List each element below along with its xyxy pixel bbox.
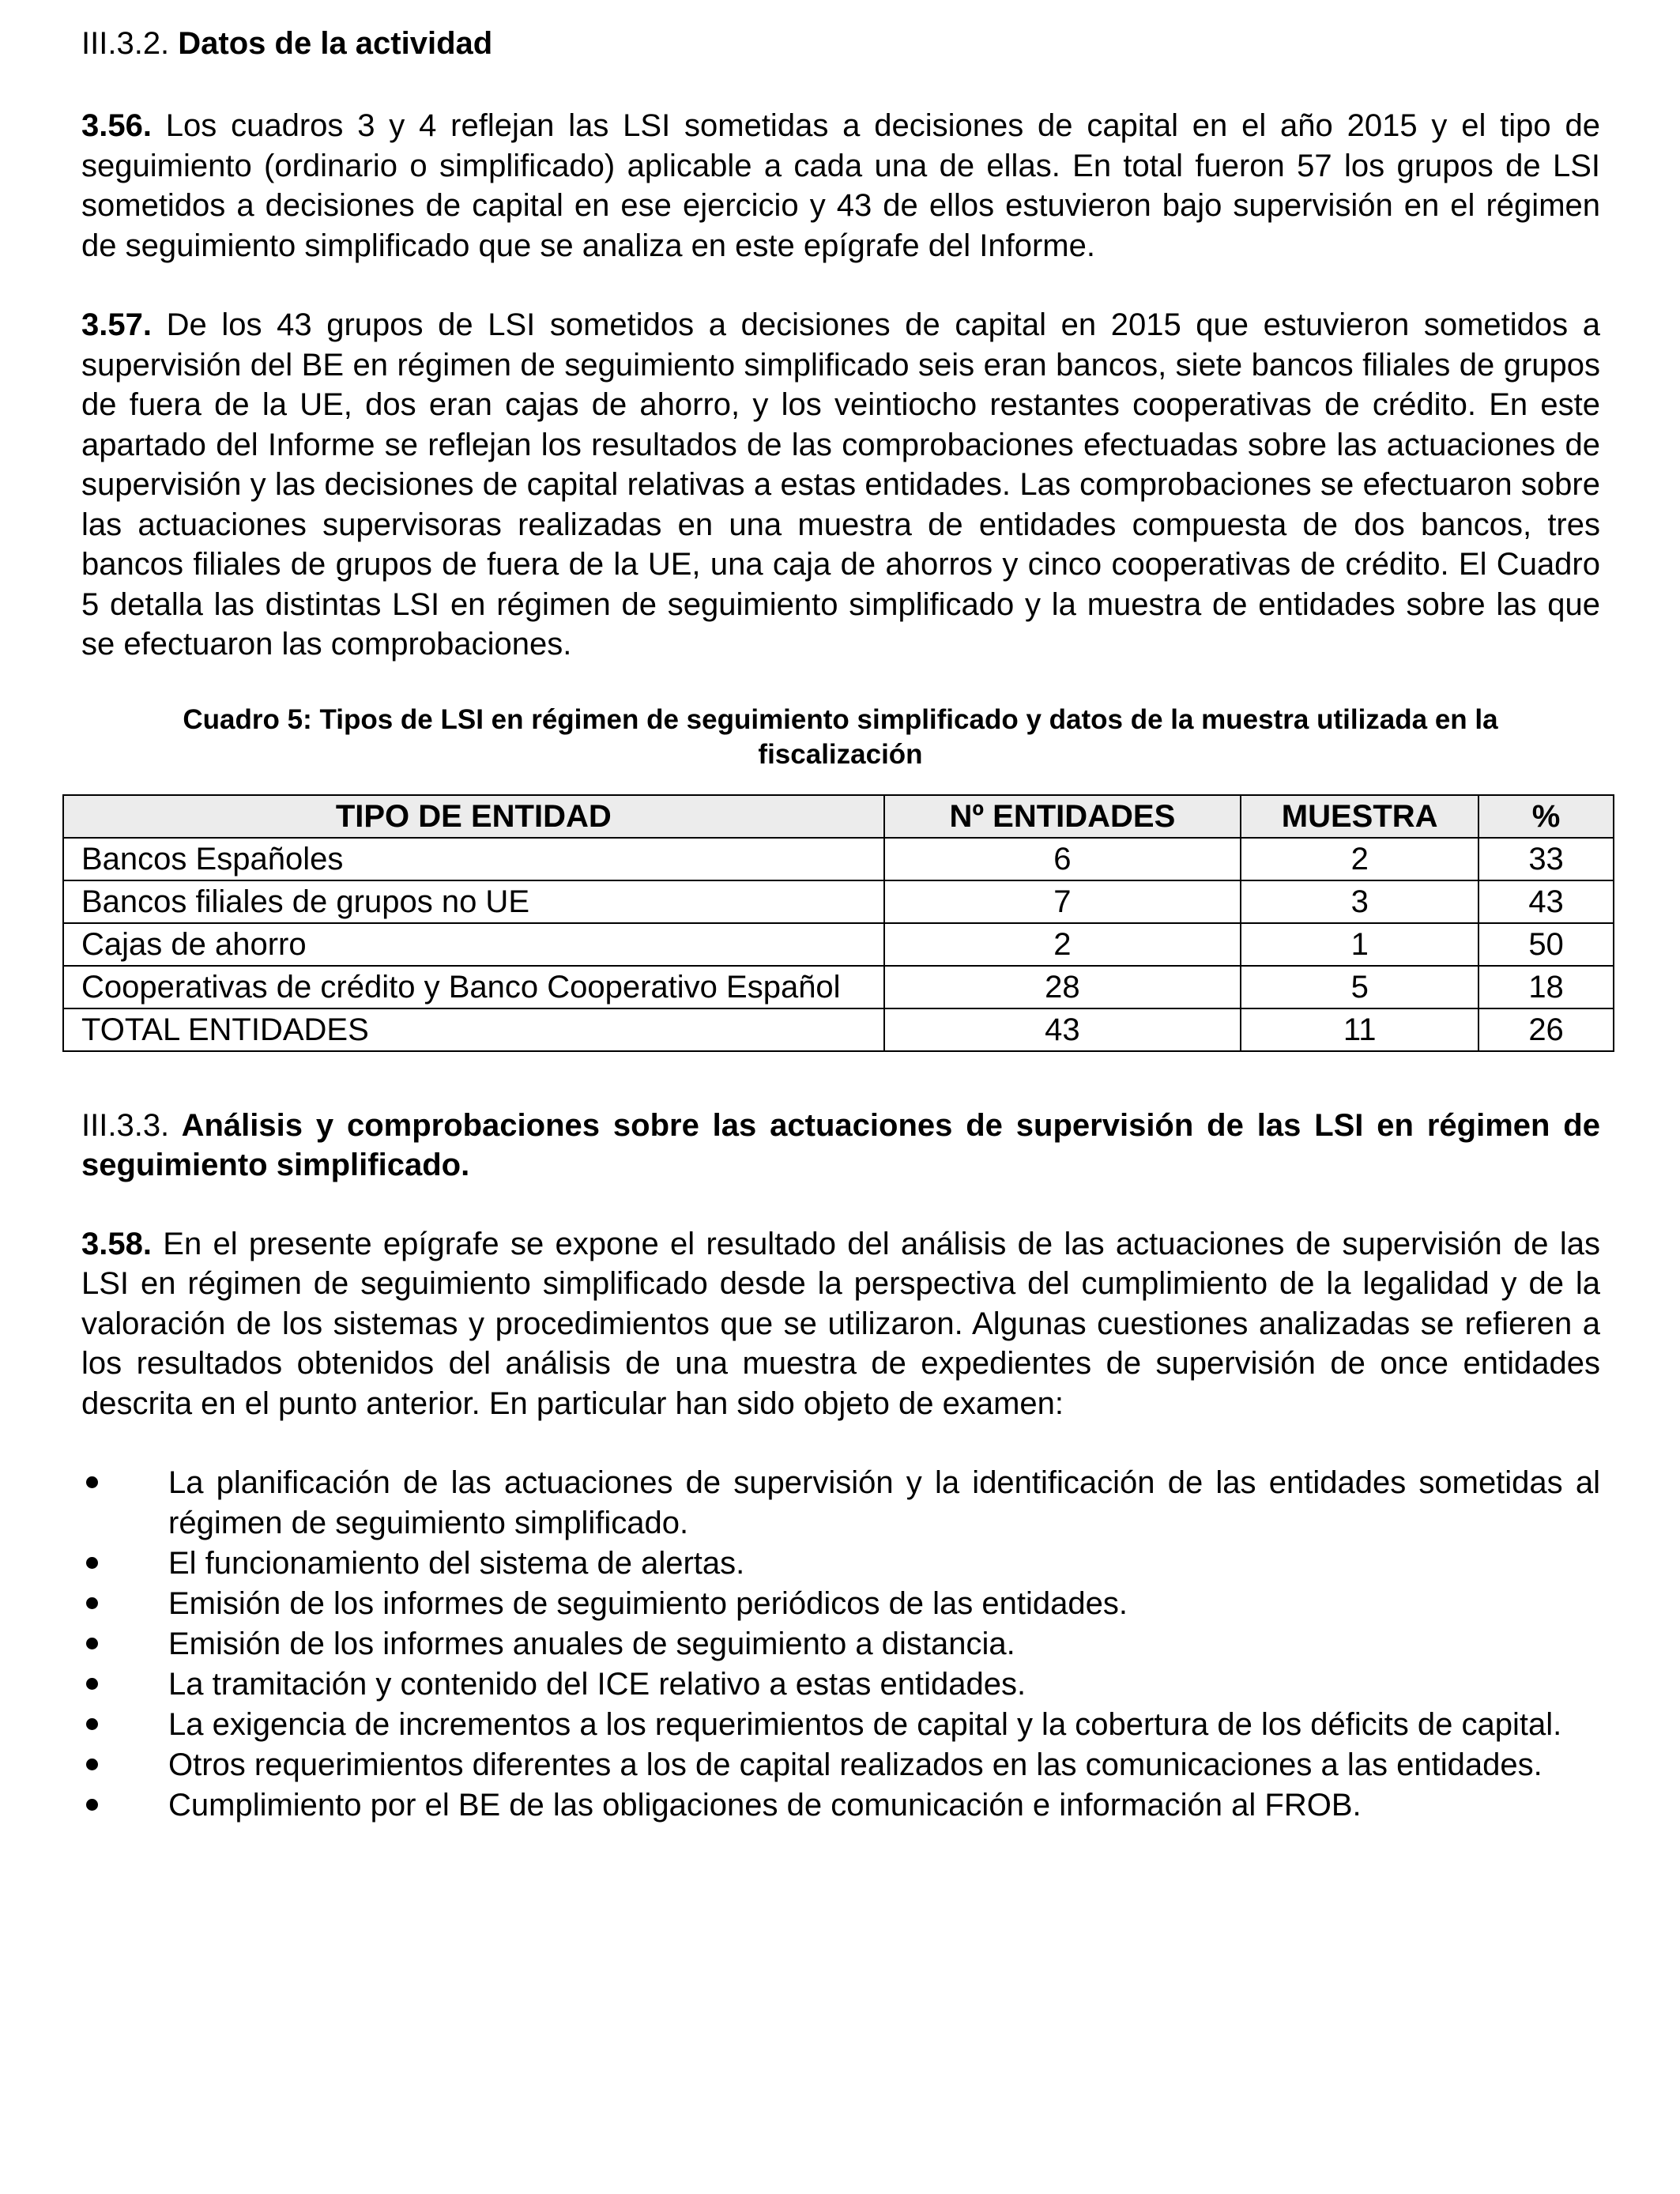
cell-tipo: Bancos Españoles (63, 838, 884, 880)
list-item-text: El funcionamiento del sistema de alertas. (168, 1546, 745, 1581)
examination-list (81, 1463, 1600, 1826)
bullet-icon (86, 1759, 98, 1770)
cell-tipo: Cajas de ahorro (63, 923, 884, 966)
section-title: Análisis y comprobaciones sobre las actuaciones de supervisión de las LSI en régimen de seguimiento simplificado. (81, 1107, 1600, 1182)
cell-entidades: 2 (884, 923, 1241, 966)
header-porcentaje: % (1478, 795, 1614, 838)
table-row (63, 880, 1614, 923)
list-item-text: La planificación de las actuaciones de supervisión y la identificación de las entidades sometidas al régimen de seguimiento simplificado. (168, 1465, 1600, 1540)
cell-tipo: Bancos filiales de grupos no UE (63, 880, 884, 923)
list-item (81, 1624, 1600, 1664)
table-caption-line-1: Cuadro 5: Tipos de LSI en régimen de seguimiento simplificado y datos de la muestra utilizada en la (183, 703, 1498, 735)
header-muestra: MUESTRA (1241, 795, 1478, 838)
bullet-icon (86, 1638, 98, 1649)
bullet-icon (86, 1476, 98, 1488)
bullet-icon (86, 1718, 98, 1730)
paragraph-number: 3.56. (81, 108, 152, 143)
list-item (81, 1544, 1600, 1584)
paragraph-number: 3.57. (81, 307, 152, 342)
entities-table (62, 794, 1614, 1052)
section-heading-3-3-3 (81, 1106, 1600, 1185)
paragraph-number: 3.58. (81, 1226, 152, 1261)
paragraph-3-57 (81, 305, 1600, 665)
section-title: Datos de la actividad (178, 26, 493, 61)
list-item (81, 1584, 1600, 1624)
table-row (63, 923, 1614, 966)
bullet-icon (86, 1678, 98, 1690)
cell-muestra: 2 (1241, 838, 1478, 880)
list-item-text: Cumplimiento por el BE de las obligaciones de comunicación e información al FROB. (168, 1788, 1362, 1823)
paragraph-text: Los cuadros 3 y 4 reflejan las LSI sometidas a decisiones de capital en el año 2015 y el tipo de seguimiento (ordinario o simplificado) aplicable a cada una de ellas. En total fueron 57 los grupos de LSI sometidos a decisiones de capital en ese ejercicio y 43 de ellos estuvieron bajo supervisión en el régimen de seguimiento simplificado que se analiza en este epígrafe del Informe. (81, 108, 1600, 263)
table-row (63, 966, 1614, 1008)
document-page (81, 24, 1600, 1826)
list-item-text: Emisión de los informes de seguimiento periódicos de las entidades. (168, 1586, 1128, 1621)
table-header-row (63, 795, 1614, 838)
cell-entidades: 6 (884, 838, 1241, 880)
table-row (63, 838, 1614, 880)
paragraph-3-56 (81, 106, 1600, 266)
cell-pct: 26 (1478, 1008, 1614, 1051)
list-item (81, 1664, 1600, 1705)
list-item-text: La exigencia de incrementos a los requerimientos de capital y la cobertura de los déficits de capital. (168, 1707, 1562, 1742)
list-item (81, 1705, 1600, 1745)
list-item (81, 1785, 1600, 1826)
list-item-text: Otros requerimientos diferentes a los de capital realizados en las comunicaciones a las entidades. (168, 1747, 1543, 1782)
section-heading-3-3-2 (81, 24, 1600, 63)
paragraph-3-58 (81, 1224, 1600, 1424)
table-total-row (63, 1008, 1614, 1051)
bullet-icon (86, 1557, 98, 1569)
list-item-text: La tramitación y contenido del ICE relativo a estas entidades. (168, 1667, 1026, 1702)
cell-pct: 33 (1478, 838, 1614, 880)
cell-pct: 43 (1478, 880, 1614, 923)
list-item (81, 1745, 1600, 1785)
table-caption (72, 703, 1609, 772)
bullet-icon (86, 1799, 98, 1811)
paragraph-text: En el presente epígrafe se expone el resultado del análisis de las actuaciones de supervisión de las LSI en régimen de seguimiento simplificado desde la perspectiva del cumplimiento de la legalidad y de la valoración de los sistemas y procedimientos que se utilizaron. Algunas cuestiones analizadas se refieren a los resultados obtenidos del análisis de una muestra de expedientes de supervisión de once entidades descrita en el punto anterior. En particular han sido objeto de examen: (81, 1226, 1600, 1421)
section-number: III.3.3. (81, 1107, 170, 1143)
cell-muestra: 11 (1241, 1008, 1478, 1051)
cell-pct: 50 (1478, 923, 1614, 966)
list-item (81, 1463, 1600, 1544)
cell-entidades: 7 (884, 880, 1241, 923)
list-item-text: Emisión de los informes anuales de seguimiento a distancia. (168, 1627, 1015, 1661)
cell-tipo: Cooperativas de crédito y Banco Cooperativo Español (63, 966, 884, 1008)
paragraph-text: De los 43 grupos de LSI sometidos a decisiones de capital en 2015 que estuvieron sometidos a supervisión del BE en régimen de seguimiento simplificado seis eran bancos, siete bancos filiales de grupos de fuera de la UE, dos eran cajas de ahorro, y los veintiocho restantes cooperativas de crédito. En este apartado del Informe se reflejan los resultados de las comprobaciones efectuadas sobre las actuaciones de supervisión y las decisiones de capital relativas a estas entidades. Las comprobaciones se efectuaron sobre las actuaciones supervisoras realizadas en una muestra de entidades compuesta de dos bancos, tres bancos filiales de grupos de fuera de la UE, una caja de ahorros y cinco cooperativas de crédito. El Cuadro 5 detalla las distintas LSI en régimen de seguimiento simplificado y la muestra de entidades sobre las que se efectuaron las comprobaciones. (81, 307, 1600, 662)
header-tipo-entidad: TIPO DE ENTIDAD (63, 795, 884, 838)
cell-muestra: 5 (1241, 966, 1478, 1008)
cell-entidades: 28 (884, 966, 1241, 1008)
bullet-icon (86, 1597, 98, 1609)
section-number: III.3.2. (81, 26, 170, 61)
cell-muestra: 1 (1241, 923, 1478, 966)
header-n-entidades: Nº ENTIDADES (884, 795, 1241, 838)
table-caption-line-2: fiscalización (758, 738, 923, 770)
cell-tipo: TOTAL ENTIDADES (63, 1008, 884, 1051)
cell-pct: 18 (1478, 966, 1614, 1008)
cell-entidades: 43 (884, 1008, 1241, 1051)
cell-muestra: 3 (1241, 880, 1478, 923)
